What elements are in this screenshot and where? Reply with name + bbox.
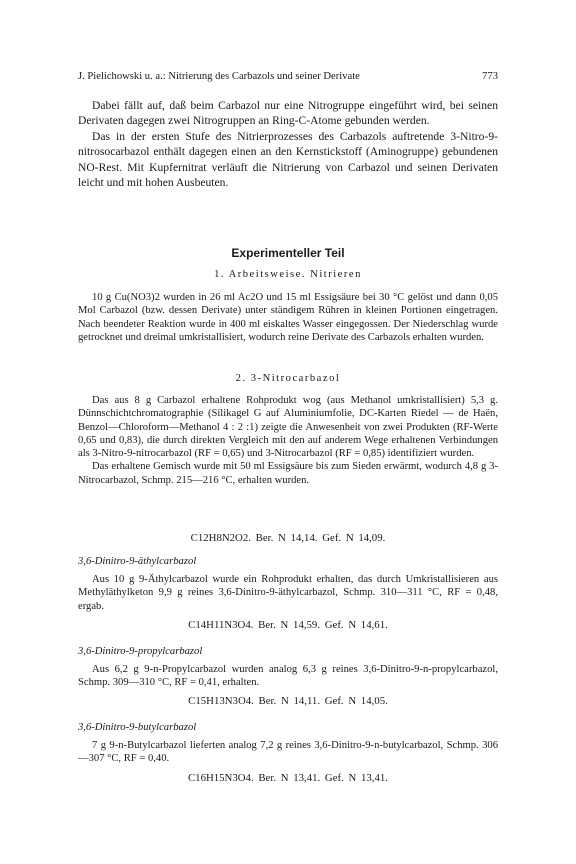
aethyl-paragraph: Aus 10 g 9-Äthylcarbazol wurde ein Rohprodukt erhalten, das durch Umkristallisieren aus Methyläthylketon 9,9 g reines 3,6-Dinitro-9-äthylcarbazol, Schmp. 310—311 °C, RF = 0,48, ergab. xyxy=(78,574,498,612)
propyl-text xyxy=(78,663,498,690)
page-number: 773 xyxy=(482,71,498,82)
butyl-text xyxy=(78,739,498,766)
running-title: J. Pielichowski u. a.: Nitrierung des Carbazols und seiner Derivate xyxy=(78,71,360,82)
running-header xyxy=(78,71,498,82)
formula-propyl: C15H13N3O4. Ber. N 14,11. Gef. N 14,05. xyxy=(188,695,388,707)
nitrocarbazol-paragraph-1: Das aus 8 g Carbazol erhaltene Rohprodukt wog (aus Methanol umkristallisiert) 5,3 g. Dünnschichtchromatographie (Silikagel G auf Aluminiumfolie, DC-Karten Riedel — de Haën, Benzol—Chloroform—Methanol 4 : 2 :1) zeigte die Anwesenheit von zwei Produkten (RF-Werte 0,65 und 0,83), die durch direkten Vergleich mit den auf anderem Wege erhaltenen Verbindungen als 3-Nitro-9-nitrocarbazol (RF = 0,65) und 3-Nitrocarbazol (RF = 0,85) identifiziert wurden. xyxy=(78,395,498,460)
compound-title-propyl: 3,6-Dinitro-9-propylcarbazol xyxy=(78,646,203,657)
formula-aethyl: C14H11N3O4. Ber. N 14,59. Gef. N 14,61. xyxy=(188,619,388,631)
procedure-text xyxy=(78,291,498,344)
intro-paragraph-2: Das in der ersten Stufe des Nitrierprozesses des Carbazols auftretende 3-Nitro-9-nitrosocarbazol enthält dagegen einen an den Kernstickstoff (Aminogruppe) gebundenen NO-Rest. Mit Kupfernitrat verläuft die Nitrierung von Carbazol und seinen Derivaten leicht und mit hohen Ausbeuten. xyxy=(78,129,498,190)
nitrocarbazol-paragraph-2: Das erhaltene Gemisch wurde mit 50 ml Essigsäure bis zum Sieden erwärmt, wodurch 4,8 g 3-Nitrocarbazol, Schmp. 215—216 °C, erhalten wurden. xyxy=(78,461,498,486)
butyl-paragraph: 7 g 9-n-Butylcarbazol lieferten analog 7,2 g reines 3,6-Dinitro-9-n-butylcarbazol, Schmp. 306—307 °C, RF = 0,40. xyxy=(78,740,498,765)
section-title: Experimenteller Teil xyxy=(231,246,345,260)
propyl-paragraph: Aus 6,2 g 9-n-Propylcarbazol wurden analog 6,3 g reines 3,6-Dinitro-9-n-propylcarbazol, Schmp. 309—310 °C, RF = 0,41, erhalten. xyxy=(78,664,498,689)
nitrocarbazol-text xyxy=(78,394,498,487)
intro-text xyxy=(78,98,498,190)
subsection-heading-arbeitsweise: 1. Arbeitsweise. Nitrieren xyxy=(214,269,362,280)
subsection-heading-nitrocarbazol: 2. 3-Nitrocarbazol xyxy=(235,373,341,384)
intro-paragraph-1: Dabei fällt auf, daß beim Carbazol nur eine Nitrogruppe eingeführt wird, bei seinen Derivaten dagegen zwei Nitrogruppen an Ring-C-Atome gebunden werden. xyxy=(78,99,498,128)
procedure-paragraph: 10 g Cu(NO3)2 wurden in 26 ml Ac2O und 15 ml Essigsäure bei 30 °C gelöst und dann 0,05 Mol Carbazol (bzw. dessen Derivate) unter ständigem Rühren in kleinen Portionen eingetragen. Nach beendeter Reaktion wurde in 400 ml eiskaltes Wasser eingegossen. Der Niederschlag wurde getrocknet und dreimal umkristallisiert, wodurch reine Derivate des Carbazols erhalten wurden. xyxy=(78,292,498,343)
formula-nitrocarbazol: C12H8N2O2. Ber. N 14,14. Gef. N 14,09. xyxy=(190,532,386,544)
formula-butyl: C16H15N3O4. Ber. N 13,41. Gef. N 13,41. xyxy=(187,772,389,784)
aethyl-text xyxy=(78,573,498,613)
compound-title-butyl: 3,6-Dinitro-9-butylcarbazol xyxy=(78,722,197,733)
compound-title-aethyl: 3,6-Dinitro-9-äthylcarbazol xyxy=(78,556,197,567)
